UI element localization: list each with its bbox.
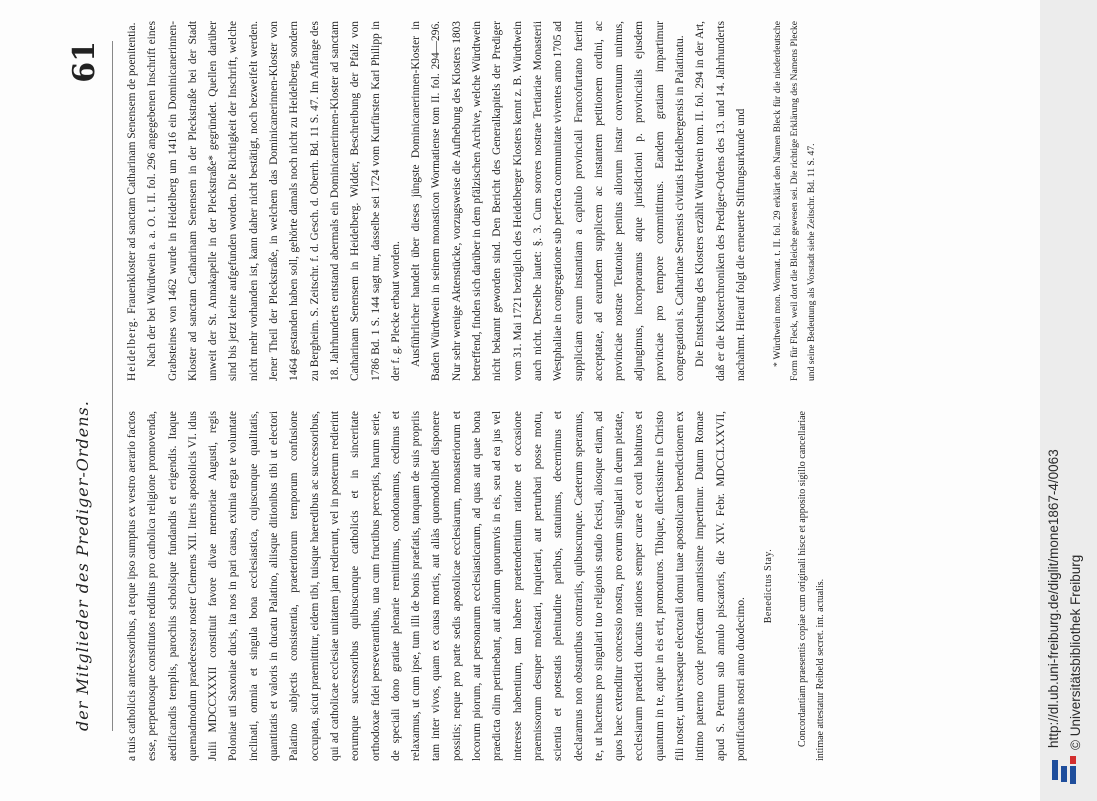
library-logo-icon xyxy=(1050,752,1086,788)
left-column xyxy=(122,411,830,761)
copyright-notice: © Universitätsbibliothek Freiburg xyxy=(1068,554,1083,750)
right-column xyxy=(122,21,820,381)
attestation: Concordantiam praesentis copiae cum originali hisce et apposito sigillo cancellariae intimae attestatur Reibeld secret. int. actualis. xyxy=(796,411,826,761)
logo-bar-red xyxy=(1070,756,1076,764)
running-head: der Mitglieder des Prediger-Ordens. xyxy=(73,400,92,731)
footnote: * Würdtwein mon. Wormat. t. II. fol. 29 erklärt den Namen Bleck für die niederdeutsche Form für Fleck, weil dort die Bleiche gewesen sei. Die richtige Erklärung des Namens Plecke und seine Bedeutung als Vorstadt siehe Zeitschr. Bd. 11 S. 47. xyxy=(772,21,818,381)
logo-bar-blue-2 xyxy=(1061,766,1067,782)
page-number: 61 xyxy=(67,41,102,83)
body-paragraph: Ausführlicher handelt über dieses jüngste Dominicanerinnen-Kloster in Baden Würdtwein in seinem monasticon Wormatiense tom II. fol. 294—296. Nur sehr wenige Aktenstücke, vorzugsweise die Aufhebung des Klosters 1803 betreffend, finden sich darüber in dem pfälzischen Archive, welche Würdtwein nicht bekannt geworden sind. Den Bericht des Generalkapitels der Prediger vom 31. Mai 1721 bezüglich des Heidelberger Klosters kennt z. B. Würdtwein auch nicht. Derselbe lautet: §. 3. Cum sorores nostrae Tertiariae Monasterii Westphaliae in congregatione sub perfecta communitate viventes anno 1705 ad suppliciam earum instantiam a capitulo provinciali Francofurtano fuerint acceptatae, ad earundem supplicem ac instantem petitionem ordini, ac provinciae nostrae Teutoniae penitus aliorum instar conventuum unimus, adjungimus, incorporamus atque jurisdictioni p. provincialis ejusdem provinciae pro tempore committimus. Eandem gratiam impartimur congregationi s. Catharinae Senensis civitatis Heidelbergensis in Palatinatu. xyxy=(410,21,687,381)
library-sidebar xyxy=(1040,0,1097,801)
latin-paragraph: a tuis catholicis antecessoribus, a teque ipso sumptus ex vestro aerario factos esse, perpetuosque constitutos redditus pro catholica religione promovenda, aedificandis templis, parochiis scholisque fundandis et erigendis. Itaque quemadmodum praedecessor noster Clemens XII. literis apostolicis VI. idus Julii MDCCXXXII constituit favore divae memoriae Augusti, regis Poloniae uti Saxoniae ducis, ita nos in pari causa, eximia erga te voluntate inclinati, omnia et singula bona ecclesiastica, cujuscunque qualitatis, quantitatis et valoris in ducatu Palatino, aliisque ditionibus tibi ut electori Palatino subjectis consistentia, praeteritorum temporum confusione occupata, sicut praemittitur, eidem tibi, tuisque haeredibus ac successoribus, qui ad catholicae ecclesiae unitatem jam redierunt, vel in posterum redierint eorumque successoribus quibuscunque catholicis et in sinceritate orthodoxae fidei perseverantibus, una cum fructibus perceptis, harum serie, de speciali dono gratiae plenarie remittimus, condonamus, cedimus et relaxamus, ut cum ipse, tum illi de bonis praefatis, tanquam de suis propriis tam inter vivos, quam ex causa mortis, aut aliàs quomodolibet disponere possitis; neque pro parte sedis apostolicae ecclesiarum, monasteriorum et locorum piorum, aut personarum ecclesiasticarum, ad quas aut quae bona praedicta olim pertinebant, aut aliorum quorumvis in eis, seu ad ea jus vel interesse habentium, tam habere praetendentium ratione et occasione praemissorum desuper molestari, inquietari, aut perturbari posse motu, scientia et potestatis plenitudine paribus, statuimus, decernimus et declaramus non obstantibus contrariis, quibuscunque. Caeterum speramus, te, ut hactenus pro singulari tuo religionis studio fecisti, aliosque etiam, ad quos haec extenditur concessio nostra, pro eorum singulari in deum pietate, ecclesiarum praedicti ducatus rationes semper curae et cordi habituros et quantum in te, atque in eis erit, promoturos. Tibique, dilectissime in Christo fili noster, universaeque electorali domui tuae apostolicam benedictionem ex intimo paterno corde profectam amantissime impertimur. Datum Romae apud S. Petrum sub annulo piscatoris, die XIV. Febr. MDCCLXXVII, pontificatus nostri anno duodecimo. xyxy=(126,411,747,761)
section-heading: Heidelberg. xyxy=(126,316,138,381)
body-paragraph: Nach der bei Würdtwein a. a. O. t. II. fol. 296 angegebenen Inschrift eines Grabsteines von 1462 wurde in Heidelberg um 1416 ein Dominicanerinnen-Kloster ad sanctam Catharinam Senensem in der Pleckstraße bei der Stadt unweit der St. Annakapelle in der Pleckstraße* gegründet. Quellen darüber sind bis jetzt keine aufgefunden worden. Die Richtigkeit der Inschrift, welche nicht mehr vorhanden ist, kann daher nicht bestätigt, noch bezweifelt werden. Jener Theil der Pleckstraße, in welchem das Dominicanerinnen-Kloster von 1464 gestanden haben soll, gehörte damals noch nicht zu Heidelberg, sondern zu Bergheim. S. Zeitschr. f. d. Gesch. d. Oberrh. Bd. 11 S. 47. Im Anfange des 18. Jahrhunderts entstand abermals ein Dominicanerinnen-Kloster ad sanctam Catharinam Senensem in Heidelberg. Widder, Beschreibung der Pfalz von 1786 Bd. 1 S. 144 sagt nur, dasselbe sei 1724 vom Kurfürsten Karl Philipp in der f. g. Plecke erbaut worden. xyxy=(146,21,402,381)
source-url-link[interactable]: http://dl.ub.uni-freiburg.de/diglit/mone1867-4/0063 xyxy=(1046,449,1061,748)
header-rule xyxy=(112,41,113,731)
logo-bar-blue-1 xyxy=(1052,760,1058,780)
logo-bar-blue-3 xyxy=(1070,766,1076,784)
page-header xyxy=(55,41,115,731)
signature: Benedictus Stay. xyxy=(763,548,775,624)
section-heading-paragraph xyxy=(122,21,142,381)
body-paragraph: Die Entstehung des Klosters erzählt Würdtwein tom. II. fol. 294 in der Art, daß er die Klosterchroniken des Prediger-Ordens des 13. und 14. Jahrhunderts nachahmt. Hierauf folgt die erneuerte Stiftungsurkunde und xyxy=(694,21,747,381)
section-heading-rest: Frauenkloster ad sanctam Catharinam Senensem de poenitentia. xyxy=(126,22,138,314)
